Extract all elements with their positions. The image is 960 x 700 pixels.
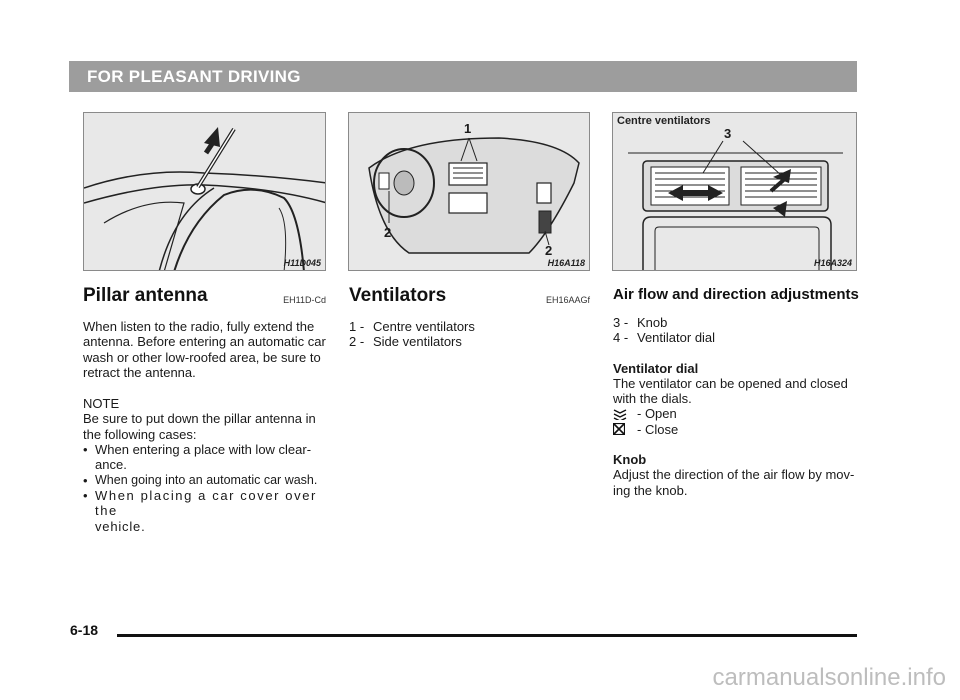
- open-label: - Open: [637, 406, 677, 422]
- ventilators-figure: [348, 112, 590, 271]
- bullet-item: [83, 473, 328, 488]
- bullet-line: When placing a car cover over the: [95, 487, 317, 519]
- figure-code: H16A324: [813, 258, 852, 268]
- centre-ventilators-illustration: [613, 113, 857, 271]
- bullet-dot: •: [83, 472, 88, 488]
- ventilators-code: EH16AAGf: [545, 295, 590, 305]
- bullet-line: When going into an automatic car wash.: [95, 472, 318, 487]
- section-title: FOR PLEASANT DRIVING: [87, 67, 301, 86]
- pillar-antenna-body: [83, 319, 328, 534]
- bullet-item: [83, 442, 328, 473]
- antenna-figure: [83, 112, 326, 271]
- pillar-antenna-code: EH11D-Cd: [283, 295, 326, 305]
- callout-2-left: 2: [384, 225, 392, 240]
- airflow-body: [613, 315, 858, 498]
- bullet-line: ance.: [95, 457, 127, 473]
- item-number: 1 -: [349, 319, 365, 334]
- bullet-dot: •: [83, 442, 88, 458]
- note-line: the following cases:: [83, 426, 197, 442]
- figure-caption: Centre ventilators: [617, 115, 711, 127]
- list-item: [349, 319, 589, 334]
- item-number: 3 -: [613, 315, 629, 330]
- item-label: Knob: [637, 315, 668, 330]
- list-item: [349, 334, 589, 349]
- knob-text-line: ing the knob.: [613, 482, 688, 498]
- close-label: - Close: [637, 421, 679, 437]
- list-item: [613, 330, 858, 345]
- bullet-line: vehicle.: [95, 518, 146, 534]
- callout-1: 1: [464, 121, 472, 136]
- intro-line: When listen to the radio, fully extend the: [83, 319, 315, 334]
- bullet-dot: •: [83, 487, 88, 503]
- dial-text-line: with the dials.: [613, 391, 692, 407]
- intro-line: wash or other low-roofed area, be sure to: [83, 349, 321, 365]
- intro-line: antenna. Before entering an automatic car: [83, 334, 326, 350]
- page-number: 6-18: [70, 622, 99, 638]
- open-icon: [613, 408, 637, 420]
- airflow-heading: Air flow and direction adjustments: [613, 286, 859, 303]
- knob-heading: Knob: [613, 452, 647, 468]
- close-icon: [613, 423, 637, 435]
- callout-3: 3: [724, 126, 732, 141]
- figure-code: H11D045: [283, 258, 321, 268]
- pillar-antenna-heading: Pillar antenna: [83, 285, 208, 306]
- item-label: Ventilator dial: [637, 330, 716, 346]
- callout-2-right: 2: [545, 243, 553, 258]
- dial-heading: Ventilator dial: [613, 360, 699, 376]
- bullet-line: When entering a place with low clear-: [95, 442, 312, 458]
- centre-ventilators-figure: [612, 112, 857, 271]
- dial-text-line: The ventilator can be opened and closed: [613, 375, 848, 391]
- figure-code: H16A118: [547, 258, 585, 268]
- section-header-bar: [69, 61, 857, 92]
- open-legend: [613, 406, 858, 421]
- watermark: carmanualsonline.info: [712, 664, 946, 691]
- footer-rule: [117, 634, 857, 637]
- item-number: 4 -: [613, 330, 629, 346]
- ventilators-heading: Ventilators: [349, 285, 447, 306]
- note-label: NOTE: [83, 396, 120, 412]
- note-line: Be sure to put down the pillar antenna in: [83, 411, 316, 427]
- bullet-item: [83, 488, 328, 534]
- item-label: Centre ventilators: [373, 319, 475, 334]
- item-label: Side ventilators: [373, 334, 462, 350]
- item-number: 2 -: [349, 334, 365, 350]
- antenna-illustration: [84, 113, 326, 271]
- dashboard-illustration: [349, 113, 590, 271]
- intro-line: retract the antenna.: [83, 364, 196, 380]
- close-legend: [613, 422, 858, 437]
- knob-text-line: Adjust the direction of the air flow by mov-: [613, 467, 855, 483]
- ventilators-list: [349, 319, 589, 350]
- list-item: [613, 315, 858, 330]
